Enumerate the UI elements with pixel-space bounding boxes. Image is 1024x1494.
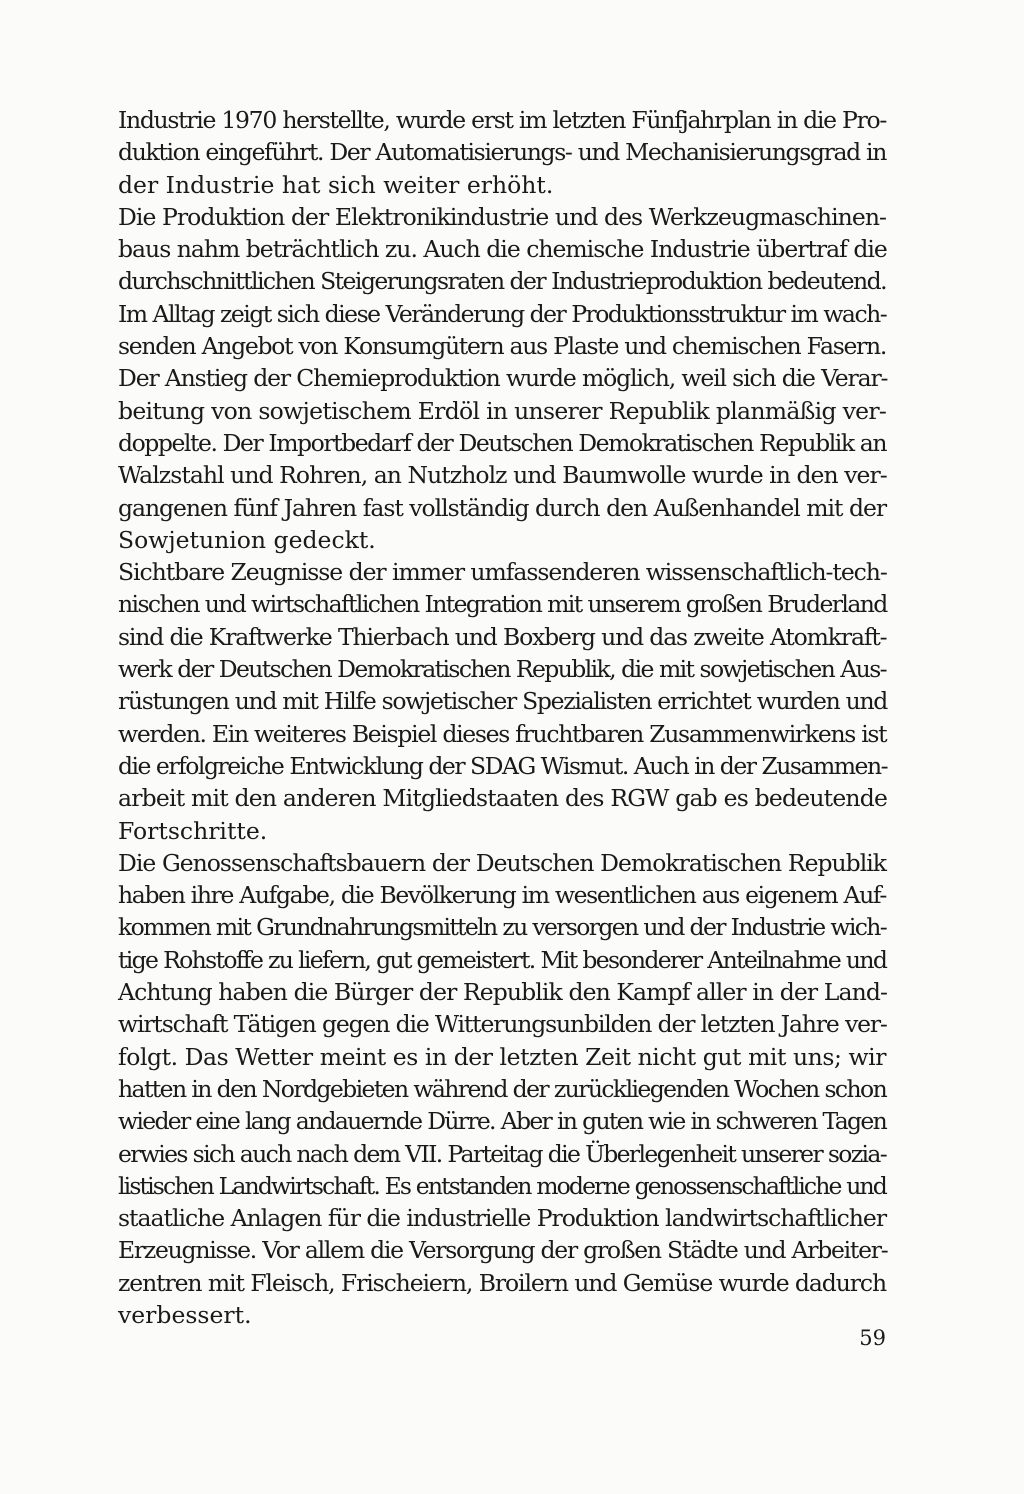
text-line: kommen mit Grundnahrungsmitteln zu versorgen und der Industrie wich-: [118, 913, 886, 942]
text-line: Die Genossenschaftsbauern der Deutschen Demokratischen Republik: [118, 848, 886, 877]
page-number: 59: [859, 1326, 886, 1350]
text-line: Sichtbare Zeugnisse der immer umfassenderen wissenschaftlich-tech-: [118, 558, 887, 587]
text-line: duktion eingeführt. Der Automatisierungs- und Mechanisierungsgrad in: [118, 138, 886, 167]
text-line: baus nahm beträchtlich zu. Auch die chemische Industrie übertraf die: [118, 235, 887, 264]
text-line: erwies sich auch nach dem VII. Parteitag die Überlegenheit unserer sozia-: [118, 1139, 886, 1168]
text-line: Fortschritte.: [118, 816, 268, 845]
text-line: Die Produktion der Elektronikindustrie und des Werkzeugmaschinen-: [118, 202, 886, 231]
text-line: hatten in den Nordgebieten während der zurückliegenden Wochen schon: [118, 1074, 887, 1103]
text-line: doppelte. Der Importbedarf der Deutschen Demokratischen Republik an: [118, 428, 886, 457]
text-line: wirtschaft Tätigen gegen die Witterungsunbilden der letzten Jahre ver-: [118, 1010, 887, 1039]
text-line: Der Anstieg der Chemieproduktion wurde möglich, weil sich die Verar-: [118, 364, 888, 393]
text-line: der Industrie hat sich weiter erhöht.: [118, 170, 554, 199]
text-line: senden Angebot von Konsumgütern aus Plaste und chemischen Fasern.: [118, 332, 886, 361]
paragraph-3: [118, 556, 886, 847]
text-line: durchschnittlichen Steigerungsraten der Industrieproduktion bedeutend.: [118, 267, 886, 296]
text-line: staatliche Anlagen für die industrielle Produktion landwirtschaftlicher: [118, 1204, 887, 1233]
text-line: Im Alltag zeigt sich diese Veränderung der Produktionsstruktur im wach-: [118, 299, 887, 328]
text-line: Erzeugnisse. Vor allem die Versorgung der großen Städte und Arbeiter-: [118, 1236, 888, 1265]
text-line: Sowjetunion gedeckt.: [118, 525, 376, 554]
paragraph-4: [118, 847, 886, 1331]
text-line: beitung von sowjetischem Erdöl in unserer Republik planmäßig ver-: [118, 396, 887, 425]
text-line: folgt. Das Wetter meint es in der letzten Zeit nicht gut mit uns; wir: [118, 1042, 886, 1071]
text-line: listischen Landwirtschaft. Es entstanden moderne genossenschaftliche und: [118, 1171, 886, 1200]
text-line: nischen und wirtschaftlichen Integration mit unserem großen Bruderland: [118, 590, 887, 619]
text-line: werk der Deutschen Demokratischen Republik, die mit sowjetischen Aus-: [118, 655, 886, 684]
text-line: sind die Kraftwerke Thierbach und Boxberg und das zweite Atomkraft-: [118, 622, 887, 651]
text-line: zentren mit Fleisch, Frischeiern, Broilern und Gemüse wurde dadurch: [118, 1268, 886, 1297]
text-line: arbeit mit den anderen Mitgliedstaaten des RGW gab es bedeutende: [118, 784, 888, 813]
paragraph-2: [118, 201, 886, 556]
text-line: rüstungen und mit Hilfe sowjetischer Spezialisten errichtet wurden und: [118, 687, 888, 716]
paragraph-1: [118, 104, 886, 201]
text-line: Achtung haben die Bürger der Republik den Kampf aller in der Land-: [118, 978, 888, 1007]
text-line: wieder eine lang andauernde Dürre. Aber in guten wie in schweren Tagen: [118, 1107, 886, 1136]
text-line: die erfolgreiche Entwicklung der SDAG Wismut. Auch in der Zusammen-: [118, 751, 888, 780]
text-line: Walzstahl und Rohren, an Nutzholz und Baumwolle wurde in den ver-: [118, 461, 887, 490]
text-line: Industrie 1970 herstellte, wurde erst im letzten Fünfjahrplan in die Pro-: [118, 106, 886, 134]
body-text: [118, 104, 886, 1331]
text-line: werden. Ein weiteres Beispiel dieses fruchtbaren Zusammenwirkens ist: [118, 719, 887, 748]
text-line: gangenen fünf Jahren fast vollständig durch den Außenhandel mit der: [118, 493, 886, 522]
text-line: tige Rohstoffe zu liefern, gut gemeistert. Mit besonderer Anteilnahme und: [118, 945, 887, 974]
text-line: verbessert.: [118, 1300, 252, 1329]
text-line: haben ihre Aufgabe, die Bevölkerung im wesentlichen aus eigenem Auf-: [118, 881, 886, 910]
